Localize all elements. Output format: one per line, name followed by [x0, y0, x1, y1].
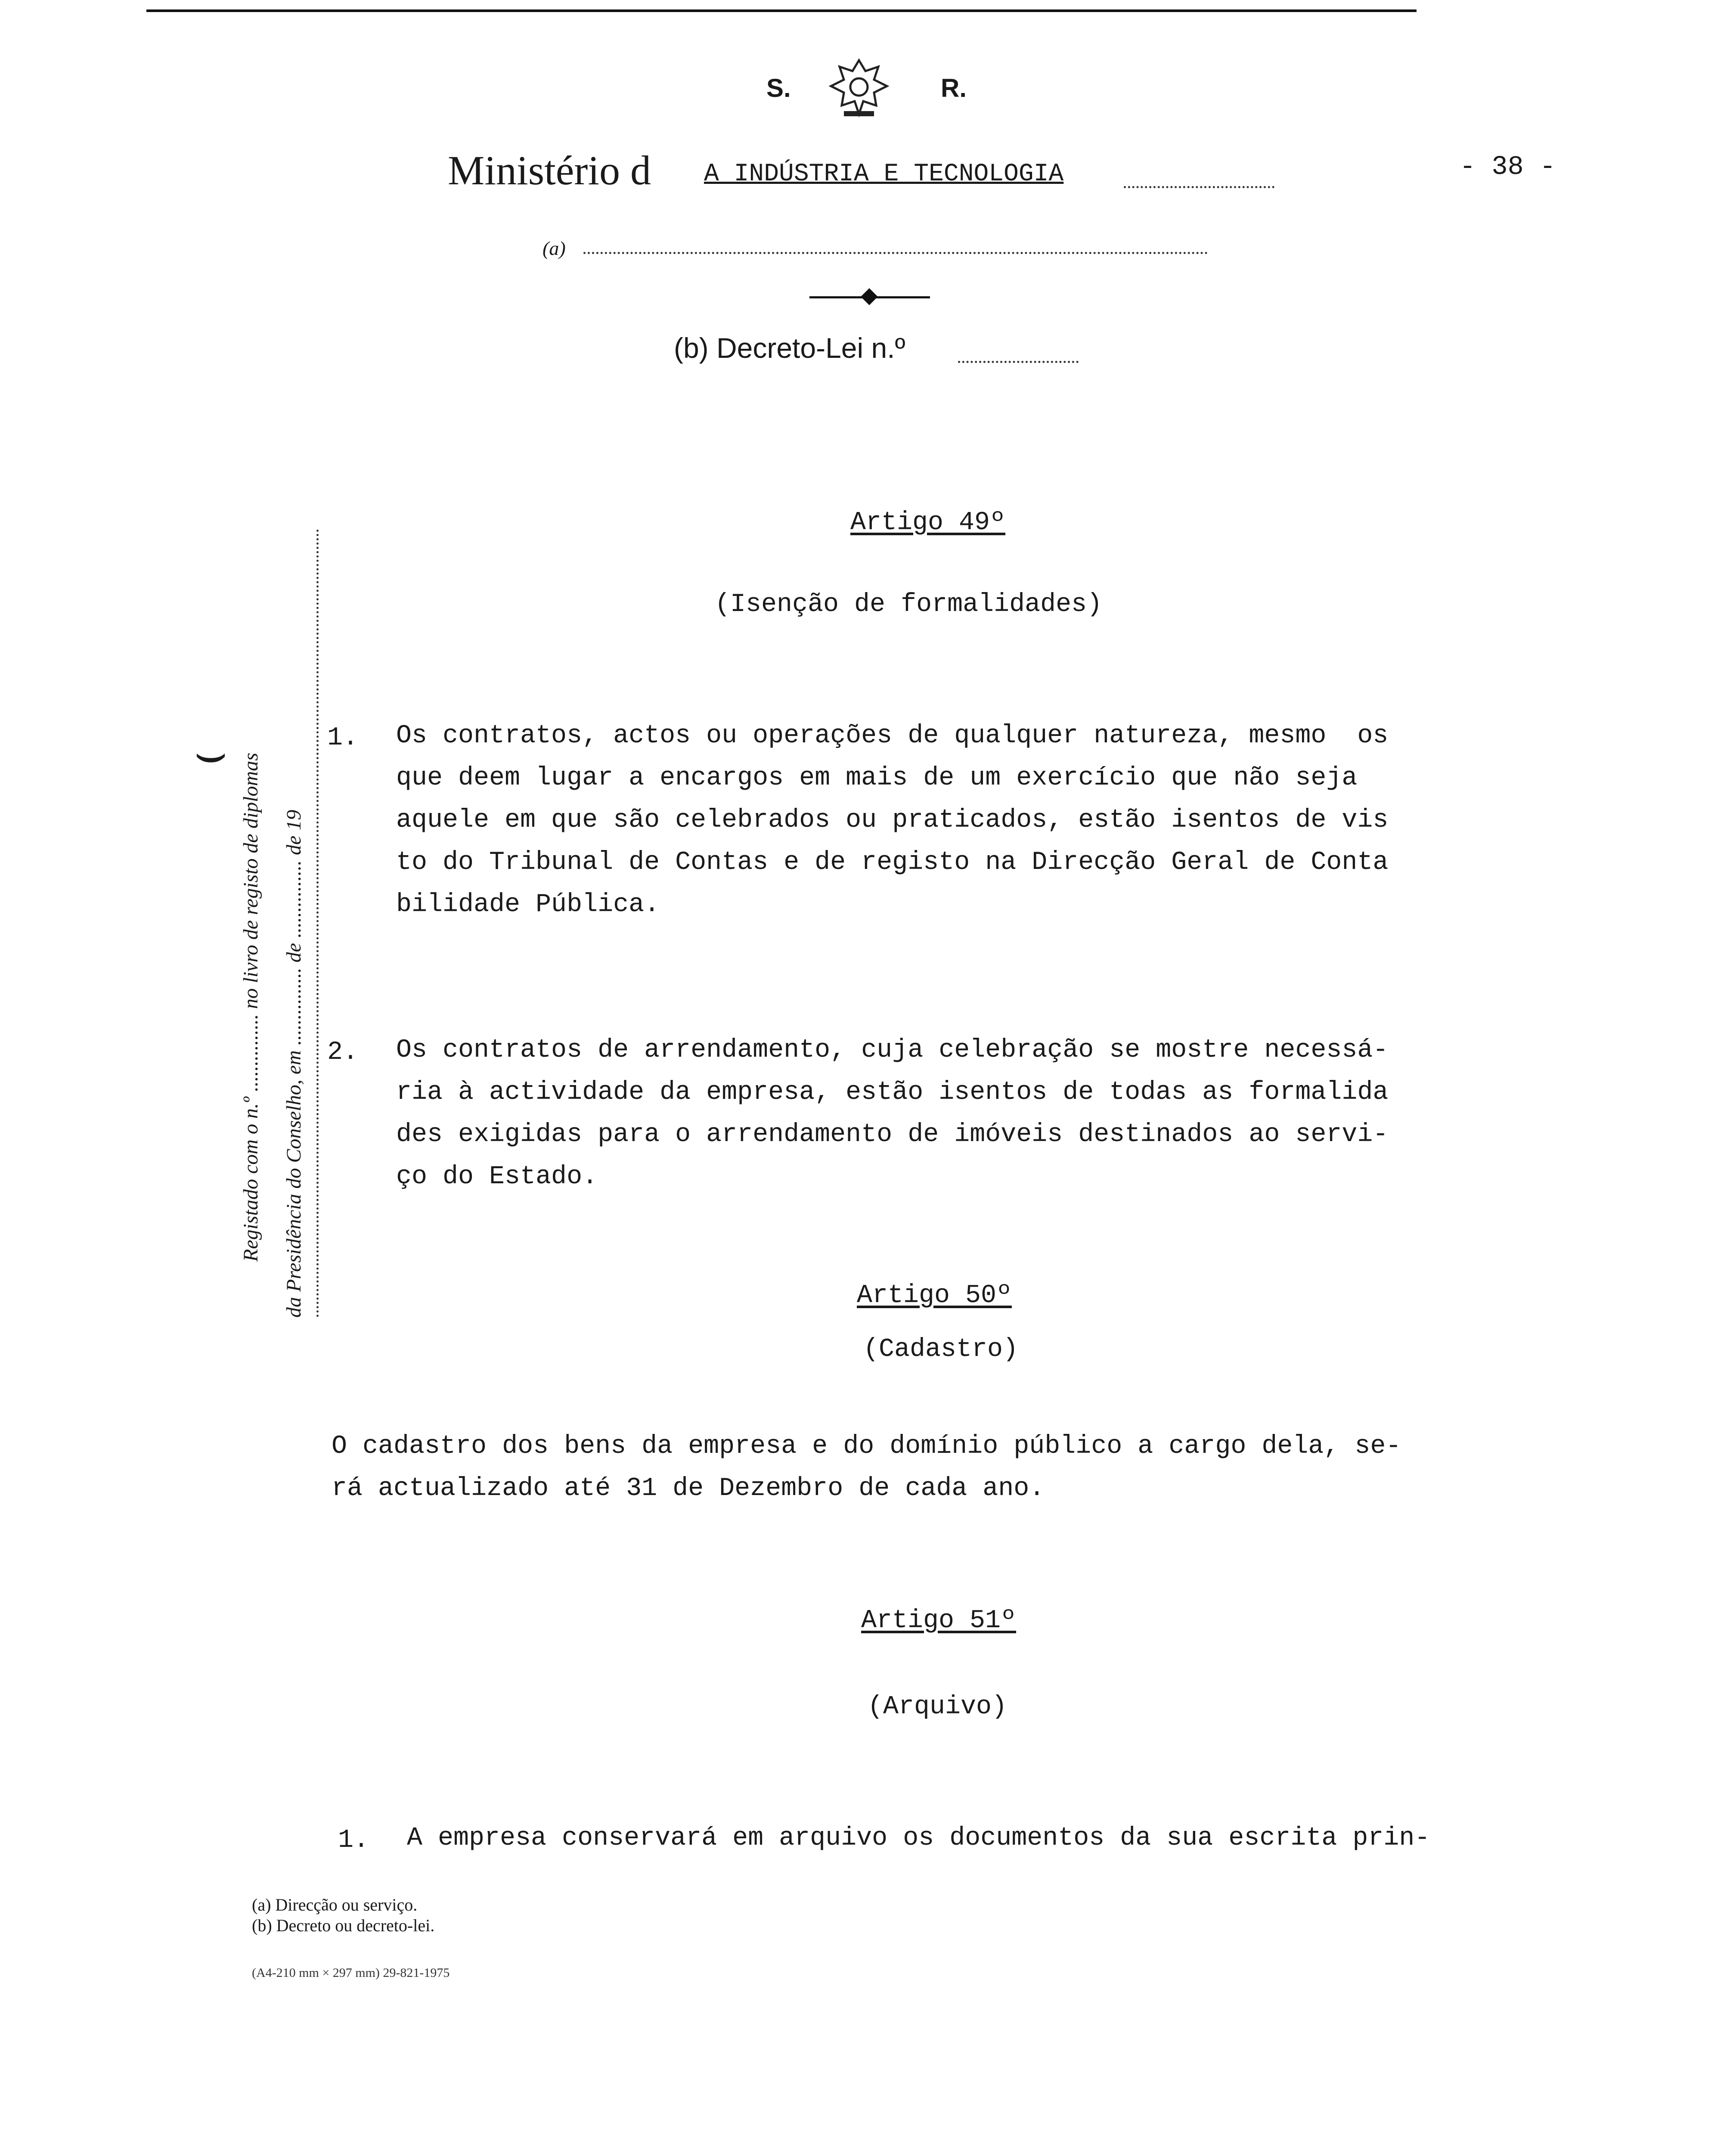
- article-49-subtitle: (Isenção de formalidades): [715, 590, 1103, 619]
- article-51-subtitle: (Arquivo): [868, 1692, 1008, 1722]
- margin-brace-top-icon: ⌣: [194, 724, 228, 782]
- text-line: ria à actividade da empresa, estão isentos de todas as formalida: [396, 1078, 1389, 1107]
- margin-registration-line1: Registado com o n.º ............... no livro de registo de diplomas: [239, 753, 262, 1262]
- article-49-heading: Artigo 49º: [850, 508, 1006, 537]
- article-49-par2-number: 2.: [327, 1038, 359, 1067]
- text-line: rá actualizado até 31 de Dezembro de cada ano.: [332, 1474, 1045, 1503]
- article-51-par1: [407, 1817, 1430, 1859]
- article-49-par1: [396, 715, 1388, 926]
- page-number: - 38 -: [1460, 152, 1556, 182]
- article-51-par1-number: 1.: [338, 1826, 369, 1855]
- article-50-heading: Artigo 50º: [857, 1281, 1012, 1310]
- ministry-label: Ministério d: [448, 147, 651, 193]
- article-51-heading: Artigo 51º: [861, 1606, 1017, 1635]
- text-line: Os contratos de arrendamento, cuja celebração se mostre necessá-: [396, 1036, 1389, 1065]
- decree-dotted-line: [958, 361, 1079, 363]
- separator-diamond-icon: [861, 288, 878, 305]
- text-line: ço do Estado.: [396, 1162, 598, 1191]
- article-49-par2: [396, 1029, 1388, 1198]
- top-rule: [146, 9, 1417, 12]
- decree-label: (b) Decreto-Lei n.º: [674, 332, 905, 364]
- article-50-subtitle: (Cadastro): [863, 1335, 1019, 1364]
- margin-dotted-line: [316, 530, 319, 1318]
- text-line: A empresa conservará em arquivo os documentos da sua escrita prin-: [407, 1824, 1430, 1853]
- text-line: des exigidas para o arrendamento de imóveis destinados ao servi-: [396, 1120, 1389, 1149]
- ministry-dotted-line: [1124, 186, 1274, 188]
- line-a-label: (a): [542, 237, 566, 259]
- article-50-body: [332, 1425, 1401, 1510]
- text-line: bilidade Pública.: [396, 890, 660, 919]
- header-s: S.: [766, 74, 791, 102]
- text-line: Os contratos, actos ou operações de qualquer natureza, mesmo os: [396, 721, 1389, 751]
- footnote-a: (a) Direcção ou serviço.: [252, 1895, 418, 1914]
- text-line: que deem lugar a encargos em mais de um exercício que não seja: [396, 763, 1358, 793]
- text-line: aquele em que são celebrados ou praticados, estão isentos de vis: [396, 806, 1389, 835]
- line-a-dotted: [583, 252, 1208, 254]
- header-r: R.: [941, 74, 967, 102]
- coat-of-arms-icon: [825, 56, 893, 121]
- footnote-b: (b) Decreto ou decreto-lei.: [252, 1916, 435, 1935]
- print-info: (A4-210 mm × 297 mm) 29-821-1975: [252, 1966, 450, 1980]
- text-line: O cadastro dos bens da empresa e do domínio público a cargo dela, se-: [332, 1432, 1401, 1461]
- margin-registration-line2: da Presidência do Conselho, em ............... de ............... de 19: [282, 810, 305, 1318]
- article-49-par1-number: 1.: [327, 723, 359, 753]
- ministry-name: A INDÚSTRIA E TECNOLOGIA: [704, 160, 1064, 188]
- text-line: to do Tribunal de Contas e de registo na Direcção Geral de Conta: [396, 848, 1389, 877]
